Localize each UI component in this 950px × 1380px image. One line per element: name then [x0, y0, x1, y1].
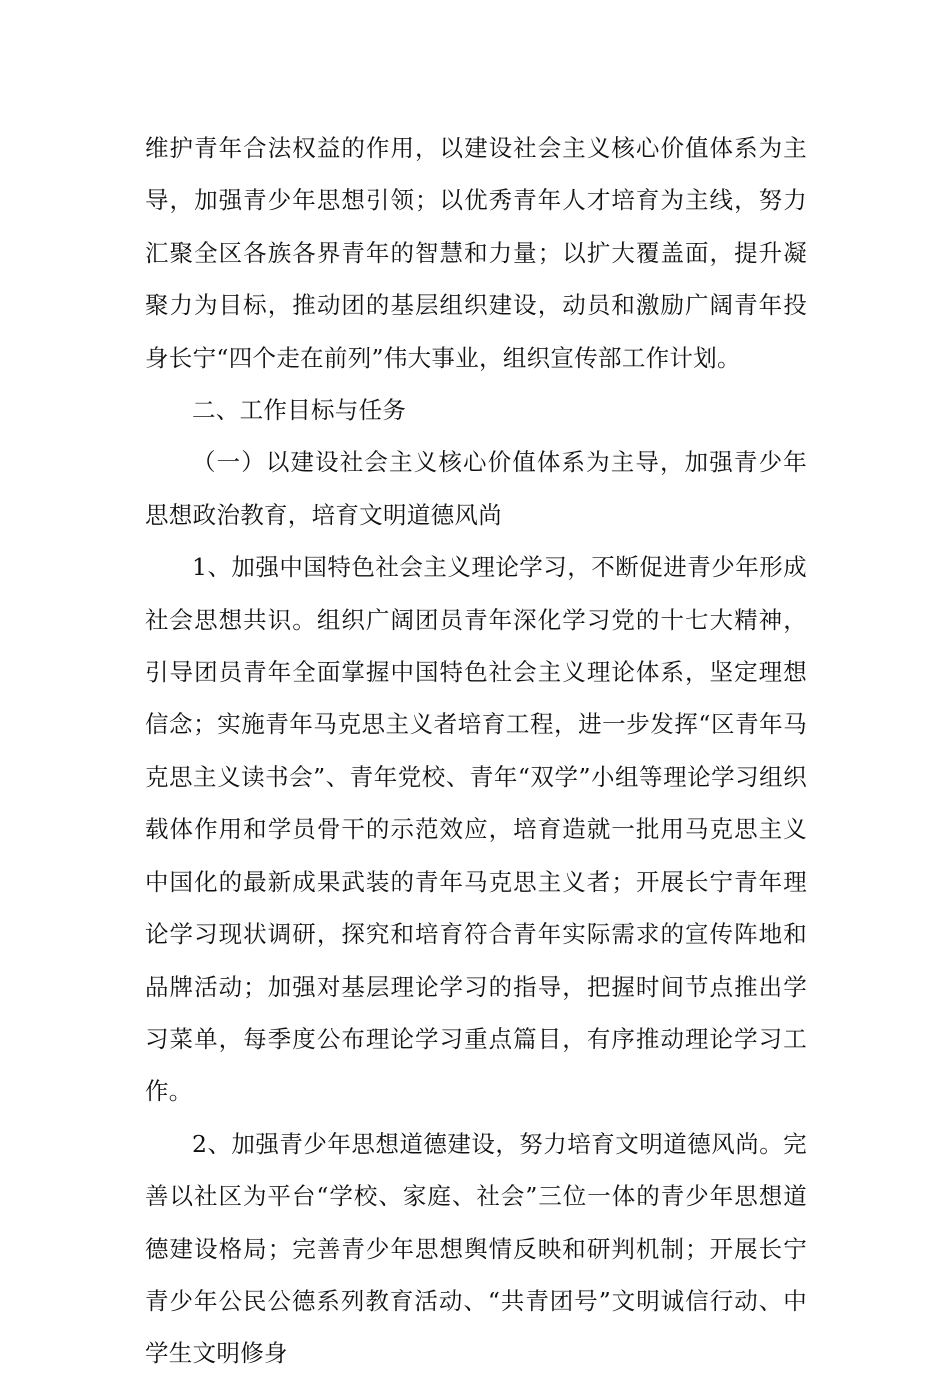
- paragraph-item-2: 2、加强青少年思想道德建设，努力培育文明道德风尚。完善以社区为平台“学校、家庭、社会”三位一体的青少年思想道德建设格局；完善青少年思想舆情反映和研判机制；开展长宁青少年公民公德系列教育活动、“共青团号”文明诚信行动、中学生文明修身: [145, 1129, 807, 1368]
- paragraph-intro-continued: 维护青年合法权益的作用，以建设社会主义核心价值体系为主导，加强青少年思想引领；以优秀青年人才培育为主线，努力汇聚全区各族各界青年的智慧和力量；以扩大覆盖面，提升凝聚力为目标，推动团的基层组织建设，动员和激励广阔青年投身长宁“四个走在前列”伟大事业，组织宣传部工作计划。: [145, 134, 807, 372]
- section-heading: 二、工作目标与任务: [192, 396, 407, 425]
- document-body: [145, 122, 807, 1380]
- subsection-heading: （一）以建设社会主义核心价值体系为主导，加强青少年思想政治教育，培育文明道德风尚: [145, 448, 807, 529]
- paragraph-item-1: 1、加强中国特色社会主义理论学习，不断促进青少年形成社会思想共识。组织广阔团员青年深化学习党的十七大精神，引导团员青年全面掌握中国特色社会主义理论体系，坚定理想信念；实施青年马克思主义者培育工程，进一步发挥“区青年马克思主义读书会”、青年党校、青年“双学”小组等理论学习组织载体作用和学员骨干的示范效应，培育造就一批用马克思主义中国化的最新成果武装的青年马克思主义者；开展长宁青年理论学习现状调研，探究和培育符合青年实际需求的宣传阵地和品牌活动；加强对基层理论学习的指导，把握时间节点推出学习菜单，每季度公布理论学习重点篇目，有序推动理论学习工作。: [145, 553, 807, 1106]
